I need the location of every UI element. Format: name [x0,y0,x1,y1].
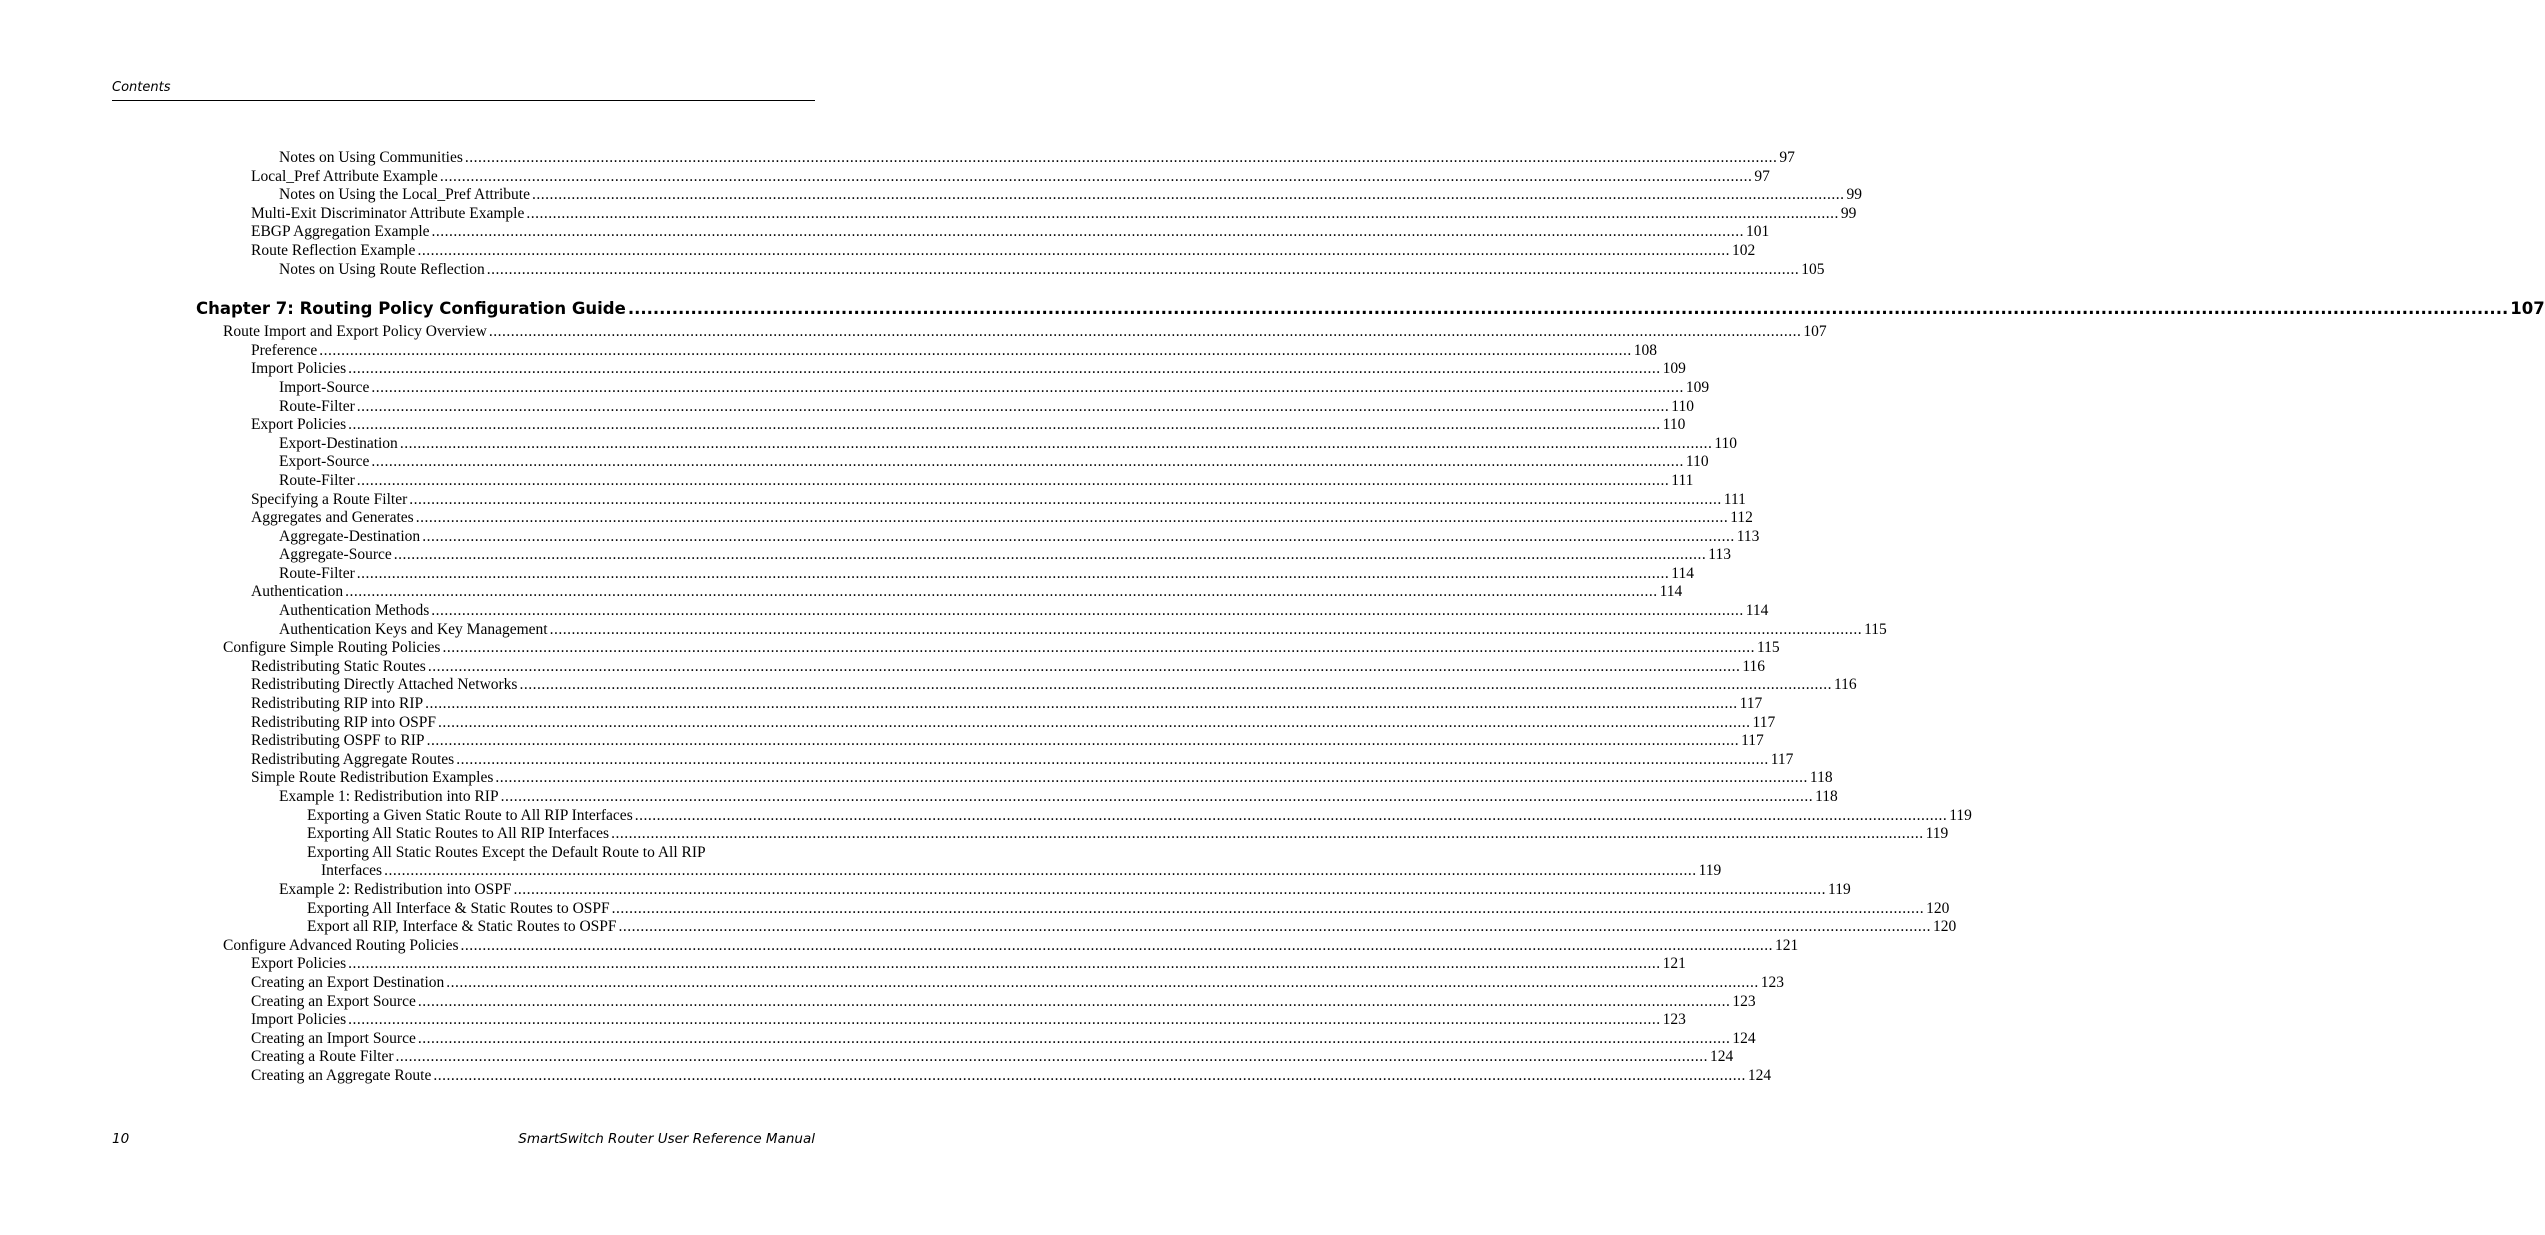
toc-entry-title: Simple Route Redistribution Examples [251,769,494,787]
toc-entry-title: Export-Source [279,453,370,471]
dot-leader: ............................................................................................................................................................................................................................................................................................................ [519,676,1832,694]
toc-entry-page-number: 119 [1828,880,1851,898]
toc-entry-title: Import Policies [251,360,347,378]
toc-entry[interactable] [111,167,1770,187]
toc-entry-page-number: 110 [1671,397,1694,415]
dot-leader: ............................................................................................................................................................................................................................................................................................................ [464,149,1778,166]
dot-leader: ............................................................................................................................................................................................................................................................................................................ [417,992,1731,1010]
toc-entry[interactable] [111,223,1770,242]
toc-entry[interactable] [111,955,1686,974]
toc-entry-page-number: 117 [1770,750,1794,768]
dot-leader: ............................................................................................................................................................................................................................................................................................................ [345,583,1658,601]
toc-entry[interactable] [111,546,1731,565]
dot-leader: ............................................................................................................................................................................................................................................................................................................ [460,936,1773,954]
footer-page-number: 10 [112,1131,130,1147]
toc-entry[interactable] [111,564,1694,584]
toc-entry-page-number: 119 [1925,825,1949,843]
table-of-contents [112,149,2545,1086]
toc-entry[interactable] [111,602,1769,621]
toc-entry-page-number: 119 [1698,862,1722,880]
dot-leader: ............................................................................................................................................................................................................................................................................................................ [442,639,1755,657]
toc-entry-title: Redistributing OSPF to RIP [251,732,425,750]
toc-entry[interactable] [111,750,1794,770]
toc-entry[interactable] [111,992,1756,1012]
dot-leader: ............................................................................................................................................................................................................................................................................................................ [371,453,1684,471]
toc-entry-title: Exporting All Static Routes to All RIP Interfaces [307,825,610,843]
toc-entry[interactable] [111,620,1887,640]
dot-leader: ............................................................................................................................................................................................................................................................................................................ [513,880,1827,898]
toc-entry[interactable] [111,583,1683,602]
chapter-heading[interactable] [112,299,2545,319]
toc-section-top [112,149,1862,279]
toc-entry-title: Aggregate-Destination [279,527,421,545]
toc-entry[interactable] [111,397,1694,417]
toc-entry[interactable] [111,899,1950,919]
toc-entry-page-number: 117 [1752,713,1776,731]
footer-manual-title: SmartSwitch Router User Reference Manual [518,1131,815,1147]
page-footer [112,1131,815,1151]
toc-entry[interactable] [111,788,1838,807]
toc-entry-title: Route Import and Export Policy Overview [223,323,487,341]
toc-entry-title: Route-Filter [279,564,355,582]
dot-leader: ............................................................................................................................................................................................................................................................................................................ [384,862,1697,880]
dot-leader: ............................................................................................................................................................................................................................................................................................................ [500,788,1814,805]
toc-entry-page-number: 97 [1779,149,1795,166]
toc-entry[interactable] [111,1048,1734,1067]
toc-entry[interactable] [111,732,1764,751]
dot-leader: ............................................................................................................................................................................................................................................................................................................ [611,899,1925,917]
dot-leader: ............................................................................................................................................................................................................................................................................................................ [618,918,1932,936]
toc-entry-title: Exporting All Interface & Static Routes to OSPF [307,899,610,917]
toc-entry[interactable] [111,695,1763,714]
toc-entry-page-number: 115 [1864,620,1887,638]
toc-entry-page-number: 111 [1671,471,1694,489]
toc-entry-title: Exporting a Given Static Route to All RIP Interfaces [307,806,633,824]
dot-leader: ............................................................................................................................................................................................................................................................................................................ [348,955,1661,973]
toc-entry[interactable] [111,825,1949,844]
toc-entry-page-number: 110 [1662,416,1686,434]
toc-entry-page-number: 114 [1745,602,1769,620]
toc-entry-page-number: 121 [1662,955,1686,973]
dot-leader: ............................................................................................................................................................................................................................................................................................................ [611,825,1924,843]
dot-leader: ............................................................................................................................................................................................................................................................................................................ [446,973,1759,991]
toc-entry-title: Local_Pref Attribute Example [251,167,438,185]
dot-leader: ............................................................................................................................................................................................................................................................................................................ [495,769,1808,787]
toc-entry-page-number: 117 [1739,695,1763,713]
toc-entry-title: Route-Filter [279,397,355,415]
toc-entry-title: Specifying a Route Filter [251,490,408,508]
toc-entry-title: Notes on Using Route Reflection [279,260,485,278]
dot-leader: ............................................................................................................................................................................................................................................................................................................ [486,260,1800,278]
toc-entry-page-number: 118 [1809,769,1833,787]
dot-leader: ............................................................................................................................................................................................................................................................................................................ [488,323,1802,341]
toc-entry-title: Export-Destination [279,434,398,452]
toc-entry-page-number: 109 [1662,360,1686,378]
dot-leader: ............................................................................................................................................................................................................................................................................................................ [348,1011,1661,1029]
dot-leader: ............................................................................................................................................................................................................................................................................................................ [415,509,1729,527]
toc-entry-page-number: 113 [1736,527,1760,545]
toc-entry[interactable] [111,434,1737,454]
dot-leader: ............................................................................................................................................................................................................................................................................................................ [627,299,2509,319]
toc-entry-title: Configure Simple Routing Policies [223,639,441,657]
toc-entry-title: Redistributing RIP into RIP [251,695,424,713]
toc-entry-page-number: 124 [1732,1029,1756,1047]
toc-entry-page-number: 113 [1708,546,1731,564]
toc-entry-page-number: 119 [1949,806,1972,824]
toc-entry-title: Creating an Import Source [251,1029,416,1047]
dot-leader: ............................................................................................................................................................................................................................................................................................................ [409,490,1722,508]
toc-entry-page-number: 115 [1756,639,1780,657]
toc-entry[interactable] [111,676,1857,695]
dot-leader: ............................................................................................................................................................................................................................................................................................................ [348,360,1661,378]
toc-entry-title: Route-Filter [279,471,355,489]
toc-entry-title: Notes on Using the Local_Pref Attribute [279,186,530,204]
toc-entry[interactable] [111,973,1785,993]
toc-entry-page-number: 116 [1742,657,1765,675]
toc-entry-page-number: 120 [1933,918,1957,936]
toc-entry-page-number: 99 [1846,186,1862,204]
page-header [112,79,815,101]
toc-entry-page-number: 121 [1774,936,1799,954]
toc-entry[interactable] [111,360,1686,379]
toc-entry-title: Example 1: Redistribution into RIP [279,788,499,805]
toc-entry[interactable] [111,186,1862,205]
dot-leader: ............................................................................................................................................................................................................................................................................................................ [431,602,1744,620]
toc-entry-title: Authentication Keys and Key Management [279,620,548,638]
toc-entry-page-number: 109 [1685,378,1710,396]
dot-leader: ............................................................................................................................................................................................................................................................................................................ [425,695,1738,713]
toc-entry-title: Example 2: Redistribution into OSPF [279,880,512,898]
toc-entry-page-number: 120 [1926,899,1950,917]
toc-entry[interactable] [111,204,1857,224]
toc-entry-page-number: 123 [1662,1011,1686,1029]
toc-entry[interactable] [111,378,1710,398]
toc-entry[interactable] [111,453,1709,472]
toc-entry-page-number: 102 [1731,241,1756,259]
toc-entry[interactable] [111,471,1694,491]
toc-entry[interactable] [111,509,1753,528]
toc-entry-page-number: 124 [1747,1066,1772,1084]
toc-entry-page-number: 124 [1709,1048,1734,1066]
dot-leader: ............................................................................................................................................................................................................................................................................................................ [356,564,1670,582]
toc-entry[interactable] [111,806,1972,826]
toc-entry-title: Creating an Aggregate Route [251,1066,432,1084]
dot-leader: ............................................................................................................................................................................................................................................................................................................ [438,713,1751,731]
toc-entry-title: Import-Source [279,378,370,396]
toc-entry[interactable] [111,713,1776,733]
toc-entry-page-number: 101 [1746,223,1770,241]
dot-leader: ............................................................................................................................................................................................................................................................................................................ [433,1066,1746,1084]
toc-entry[interactable] [111,1011,1686,1030]
dot-leader: ............................................................................................................................................................................................................................................................................................................ [426,732,1740,750]
dot-leader: ............................................................................................................................................................................................................................................................................................................ [356,471,1670,489]
dot-leader: ............................................................................................................................................................................................................................................................................................................ [431,223,1745,241]
toc-entry-title: Exporting All Static Routes Except the Default Route to All RIP [307,843,706,861]
dot-leader: ............................................................................................................................................................................................................................................................................................................ [348,416,1661,434]
toc-entry-title: Creating an Export Destination [251,973,445,991]
toc-entry-title: Redistributing Aggregate Routes [251,750,455,768]
dot-leader: ............................................................................................................................................................................................................................................................................................................ [319,341,1632,359]
toc-entry[interactable] [111,241,1756,261]
chapter-page-number: 107 [2510,299,2545,319]
toc-entry-title: Authentication [251,583,344,601]
toc-entry-page-number: 107 [1803,323,1827,341]
toc-entry[interactable] [111,416,1686,435]
toc-entry[interactable] [111,323,1827,342]
dot-leader: ............................................................................................................................................................................................................................................................................................................ [422,527,1735,545]
dot-leader: ............................................................................................................................................................................................................................................................................................................ [531,186,1845,204]
dot-leader: ............................................................................................................................................................................................................................................................................................................ [399,434,1713,452]
toc-entry-title: Authentication Methods [279,602,430,620]
dot-leader: ............................................................................................................................................................................................................................................................................................................ [526,204,1839,222]
toc-entry-title: Multi-Exit Discriminator Attribute Example [251,204,525,222]
dot-leader: ............................................................................................................................................................................................................................................................................................................ [371,378,1684,396]
toc-entry-page-number: 111 [1723,490,1746,508]
toc-entry-title: Redistributing Static Routes [251,657,426,675]
dot-leader: ............................................................................................................................................................................................................................................................................................................ [417,241,1730,259]
toc-entry[interactable] [111,918,1957,937]
toc-entry-title: Notes on Using Communities [279,149,463,166]
dot-leader: ............................................................................................................................................................................................................................................................................................................ [356,397,1670,415]
toc-entry[interactable] [111,936,1799,956]
toc-entry-page-number: 110 [1714,434,1737,452]
dot-leader: ............................................................................................................................................................................................................................................................................................................ [456,750,1769,768]
toc-entry[interactable] [111,1029,1756,1049]
toc-entry[interactable] [111,490,1746,510]
toc-entry[interactable] [111,657,1765,677]
toc-entry-page-number: 99 [1840,204,1857,222]
toc-entry-page-number: 114 [1659,583,1683,601]
toc-entry-title-continued: Interfaces [321,862,383,880]
toc-entry-page-number: 105 [1801,260,1825,278]
toc-entry-title: Export Policies [251,416,347,434]
toc-entry[interactable] [111,1066,1772,1086]
toc-entry[interactable] [111,639,1780,658]
toc-entry-title: Redistributing RIP into OSPF [251,713,437,731]
toc-entry-title: Creating a Route Filter [251,1048,394,1066]
toc-entry-page-number: 97 [1754,167,1770,185]
toc-entry-page-number: 112 [1730,509,1753,527]
toc-entry-page-number: 123 [1732,992,1756,1010]
toc-entry[interactable] [111,341,1658,361]
toc-entry-page-number: 110 [1685,453,1709,471]
dot-leader: ............................................................................................................................................................................................................................................................................................................ [634,806,1948,824]
toc-entry-page-number: 123 [1760,973,1785,991]
toc-entry-title: Creating an Export Source [251,992,416,1010]
dot-leader: ............................................................................................................................................................................................................................................................................................................ [427,657,1741,675]
dot-leader: ............................................................................................................................................................................................................................................................................................................ [417,1029,1731,1047]
toc-entry[interactable] [111,149,1795,168]
toc-entry-title: Import Policies [251,1011,347,1029]
toc-entry-page-number: 114 [1671,564,1694,582]
toc-entry[interactable] [111,527,1760,547]
toc-entry-title: Redistributing Directly Attached Networks [251,676,518,694]
toc-entry-title: Export Policies [251,955,347,973]
toc-entry-page-number: 108 [1633,341,1658,359]
dot-leader: ............................................................................................................................................................................................................................................................................................................ [549,620,1863,638]
toc-entry-title: Configure Advanced Routing Policies [223,936,459,954]
toc-entry[interactable] [111,880,1851,900]
dot-leader: ............................................................................................................................................................................................................................................................................................................ [393,546,1707,564]
toc-entry-page-number: 116 [1833,676,1857,694]
toc-entry[interactable] [111,843,1722,881]
header-label: Contents [112,80,171,95]
toc-entry-title: Export all RIP, Interface & Static Routes to OSPF [307,918,617,936]
toc-entry-title: Route Reflection Example [251,241,416,259]
toc-entry-title: Aggregates and Generates [251,509,414,527]
toc-entry[interactable] [111,769,1833,788]
toc-entry-title: Preference [251,341,318,359]
toc-entry-title: EBGP Aggregation Example [251,223,430,241]
toc-entry-title: Aggregate-Source [279,546,392,564]
toc-entry-continuation [307,862,1722,881]
chapter-title: Chapter 7: Routing Policy Configuration Guide [196,299,626,319]
toc-entry[interactable] [111,260,1825,280]
dot-leader: ............................................................................................................................................................................................................................................................................................................ [395,1048,1708,1066]
toc-section-main [112,323,1972,1085]
toc-entry-page-number: 117 [1741,732,1764,750]
toc-entry-page-number: 118 [1815,788,1838,805]
dot-leader: ............................................................................................................................................................................................................................................................................................................ [439,167,1753,185]
